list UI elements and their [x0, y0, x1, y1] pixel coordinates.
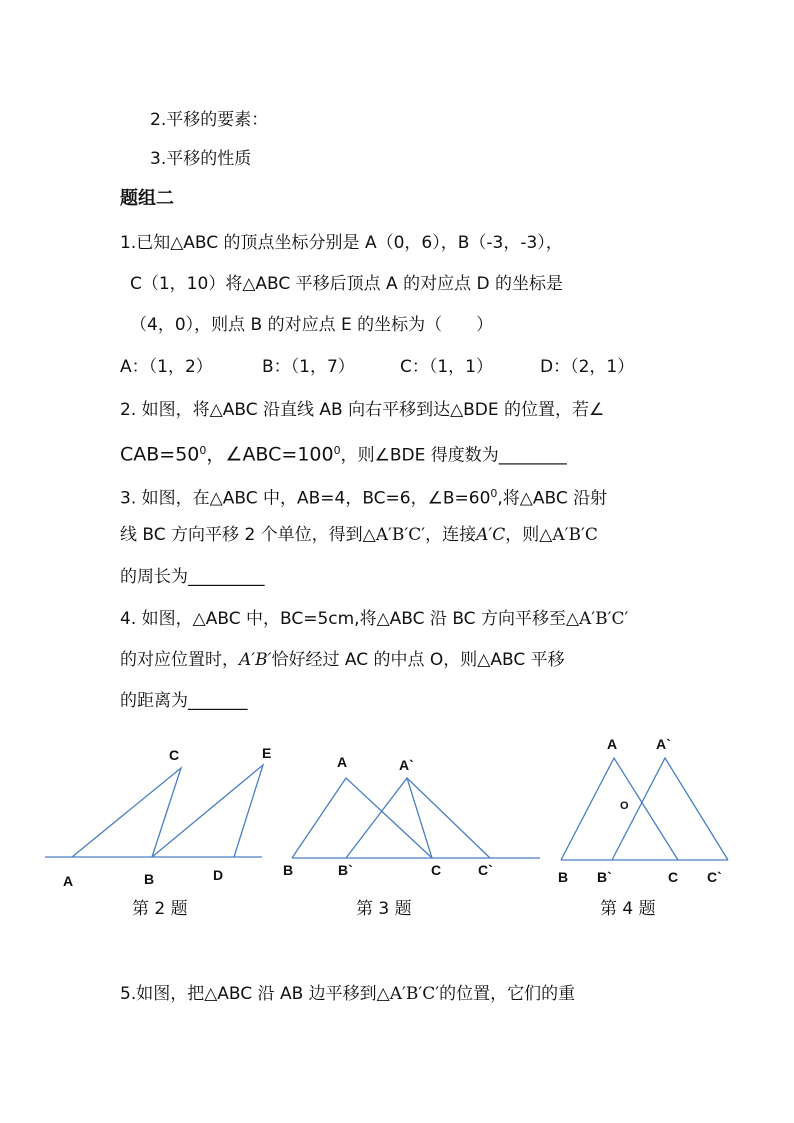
fig2-label-e: E: [262, 745, 272, 761]
q3-triangle-2: △A′B′C: [539, 525, 598, 545]
fig4-label-c2: C`: [707, 869, 722, 885]
q3-then: ，则: [505, 525, 540, 545]
fig3-caption: 第 3 题: [356, 899, 412, 919]
intro-item-2: 2.平移的要素：: [150, 110, 269, 130]
intro-item-3: 3.平移的性质: [150, 149, 252, 169]
fig2-caption: 第 2 题: [132, 899, 188, 919]
q1-line-3: （4，0），则点 B 的对应点 E 的坐标为（ ）: [130, 315, 494, 335]
q3-line-3: 的周长为_________: [120, 567, 265, 587]
figure-2: [45, 765, 263, 857]
q4-line-3: 的距离为_______: [120, 691, 248, 711]
q3-given: 3. 如图，在△ABC 中，AB=4，BC=6，∠B=60: [120, 488, 491, 509]
fig3-triangle-shifted: [346, 778, 490, 858]
q1-option-b: B：（1，7）: [262, 357, 355, 377]
q2-line-2: [120, 439, 567, 468]
q4-triangle: △A′B′C′: [565, 609, 629, 629]
fig2-label-c: C: [169, 747, 180, 763]
fig3-label-a2: A`: [399, 757, 414, 773]
q2-angle-cab: CAB=50: [120, 443, 200, 466]
q5-text: 5.如图，把△ABC 沿 AB 边平移到: [120, 984, 377, 1004]
q4-line-2: [120, 648, 565, 672]
q4-segment: A′B′: [239, 650, 272, 670]
fig2-label-d: D: [213, 867, 224, 883]
q2-degree-2: 0: [333, 444, 341, 457]
fig4-label-b: B: [558, 869, 569, 885]
q2-degree-1: 0: [199, 444, 207, 457]
fig4-label-c: C: [668, 869, 679, 885]
q3-degree: 0: [490, 487, 498, 500]
q1-option-d: D：（2，1）: [540, 357, 635, 377]
q3-line-1: [120, 482, 607, 511]
q3-line-2: [120, 523, 598, 547]
fig2-triangle-abc: [72, 768, 181, 857]
q2-angle-abc: ，∠ABC=100: [206, 443, 334, 466]
q3-given-tail: ,将△ABC 沿射: [497, 488, 608, 509]
fig3-label-c2: C`: [478, 862, 493, 878]
q4-line-1: [120, 607, 628, 631]
q4-midpoint: 恰好经过 AC 的中点 O，则△ABC 平移: [271, 650, 565, 670]
q3-shift: 线 BC 方向平移 2 个单位，得到: [120, 525, 363, 545]
fig3-label-b2: B`: [338, 862, 353, 878]
fig4-triangle-shifted: [612, 758, 728, 860]
fig2-label-a: A: [63, 873, 74, 889]
q5-line-1: [120, 982, 575, 1006]
q1-line-1: 1.已知△ABC 的顶点坐标分别是 A（0，6），B（-3，-3），: [120, 233, 563, 253]
fig4-label-o: O: [620, 800, 629, 812]
figure-3: [292, 778, 540, 858]
q4-given: 4. 如图，△ABC 中，BC=5cm,将△ABC 沿 BC 方向平移至: [120, 609, 566, 629]
q1-option-c: C：（1，1）: [400, 357, 494, 377]
fig4-label-b2: B`: [597, 869, 612, 885]
q3-triangle-1: △A′B′C′: [362, 525, 426, 545]
q3-connect: ，连接: [425, 525, 477, 545]
q5-triangle: △A′B′C′: [376, 984, 440, 1004]
fig4-caption: 第 4 题: [600, 899, 656, 919]
q2-line-1: 2. 如图，将△ABC 沿直线 AB 向右平移到达△BDE 的位置，若∠: [120, 400, 605, 420]
fig3-label-b: B: [283, 862, 294, 878]
q5-tail: 的位置，它们的重: [439, 984, 576, 1004]
fig3-label-a: A: [337, 754, 348, 770]
fig4-label-a: A: [607, 736, 618, 752]
q1-line-2: C（1，10）将△ABC 平移后顶点 A 的对应点 D 的坐标是: [130, 274, 563, 294]
q3-segment: A′C: [476, 525, 506, 545]
q1-option-a: A：（1，2）: [120, 357, 213, 377]
fig4-label-a2: A`: [656, 736, 671, 752]
fig3-label-c: C: [431, 862, 442, 878]
figure-4: [561, 758, 728, 860]
q2-ask: ，则∠BDE 得度数为________: [340, 445, 567, 466]
q4-position: 的对应位置时，: [120, 650, 239, 670]
fig2-label-b: B: [144, 871, 155, 887]
group-title: 题组二: [120, 188, 174, 209]
